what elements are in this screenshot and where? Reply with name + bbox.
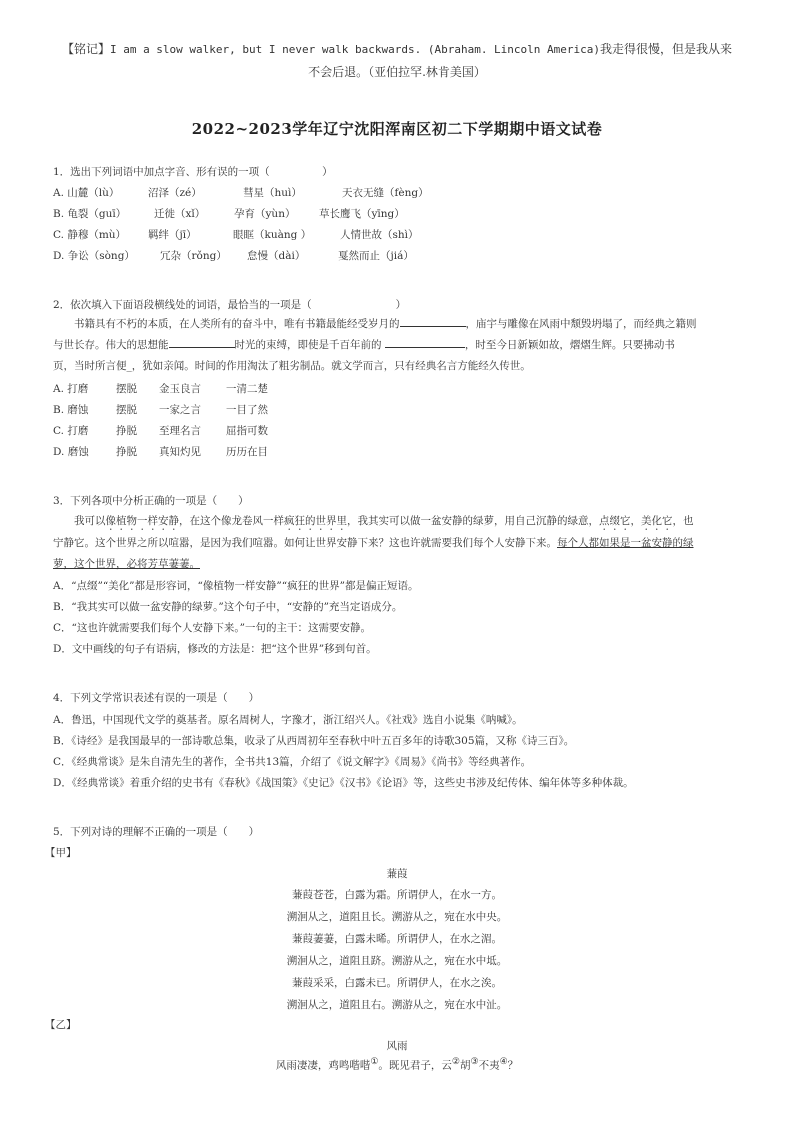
q2-option-c: C. 打磨 挣脱 至理名言 屈指可数	[53, 425, 268, 437]
q5-stem: 5．下列对诗的理解不正确的一项是（ ）	[53, 826, 260, 838]
q4-option-b: B．《诗经》是我国最早的一部诗歌总集，收录了从西周初年至春秋中叶五百多年的诗歌305篇，又称《诗三百》。	[53, 735, 575, 747]
poem-jia-line: 蒹葭采采，白露未已。所谓伊人，在水之涘。	[292, 977, 502, 989]
q1-option-b: B. 龟裂（guī） 迁徙（xǐ） 孕育（yùn） 草长鹰飞（yīng）	[53, 208, 405, 220]
poem-jia-line: 溯洄从之，道阻且跻。溯游从之，宛在水中坻。	[286, 955, 508, 967]
q3-stem: 3．下列各项中分析正确的一项是（ ）	[53, 495, 249, 507]
q2-option-a: A. 打磨 摆脱 金玉良言 一清二楚	[53, 383, 268, 395]
q2-blank-3	[385, 335, 465, 348]
q2-option-b: B. 磨蚀 摆脱 一家之言 一目了然	[53, 404, 268, 416]
poem-yi-line: 风雨凄凄，鸡鸣喈喈①。既见君子，云②胡③不夷④？	[275, 1057, 519, 1072]
q1-stem: 1．选出下列词语中加点字音、形有误的一项（ ）	[53, 166, 333, 178]
q4-option-d: D．《经典常谈》着重介绍的史书有《春秋》《战国策》《史记》《汉书》《论语》等，这些史书涉及纪传体、编年体等多种体裁。	[53, 777, 634, 789]
q5-yi-label: 【乙】	[45, 1019, 77, 1031]
q3-option-d: D．文中画线的句子有语病，修改的方法是：把“这个世界”移到句首。	[53, 643, 377, 655]
exam-title: 2022~2023学年辽宁沈阳浑南区初二下学期期中语文试卷	[191, 120, 603, 138]
q3-option-b: B．“我其实可以做一盆安静的绿萝。”这个句子中，“安静的”充当定语成分。	[53, 601, 403, 613]
poem-jia-line: 溯洄从之，道阻且右。溯游从之，宛在水中沚。	[286, 999, 508, 1011]
poem-yi-title: 风雨	[386, 1040, 408, 1052]
motto	[40, 38, 754, 83]
q2-stem: 2．依次填入下面语段横线处的词语，最恰当的一项是（ ）	[53, 299, 407, 311]
motto-chinese-2: 不会后退。（亚伯拉罕.林肯美国）	[308, 65, 486, 79]
motto-chinese-1: 我走得很慢，但是我从来	[600, 42, 733, 56]
q4-option-a: A．鲁迅，中国现代文学的奠基者。原名周树人，字豫才，浙江绍兴人。《社戏》选自小说集《呐喊》。	[53, 714, 523, 726]
motto-english: I am a slow walker, but I never walk backwards. (Abraham. Lincoln America)	[109, 43, 601, 56]
q1-option-d: D. 争讼（sòng） 冗杂（rǒng） 怠慢（dài） 戛然而止（jiá）	[53, 250, 414, 262]
q5-jia-label: 【甲】	[45, 847, 77, 859]
poem-jia-line: 蒹葭萋萋，白露未晞。所谓伊人，在水之湄。	[292, 933, 502, 945]
q1-option-a: A. 山麓（lù） 沼泽（zé） 彗星（huì） 天衣无缝（fèng）	[53, 187, 429, 199]
q3-passage: 我可以像植物一样安静，在这个像龙卷风一样疯狂的世界里，我其实可以做一盆安静的绿萝，用自己沉静的绿意，点缀它，美化它，也 宁静它。这个世界之所以喧嚣，是因为我们喧嚣。如何让世界安静下来？这也许就需要我们每个人安静下来。每个人都如果是一盆安静的绿 萝，这个世界，必将芳草萋萋。	[53, 515, 694, 570]
motto-prefix: 【铭记】	[61, 42, 110, 56]
q2-option-d: D. 磨蚀 挣脱 真知灼见 历历在目	[53, 446, 268, 458]
q2-passage: 书籍具有不朽的本质，在人类所有的奋斗中，唯有书籍最能经受岁月的 ，庙宇与雕像在风雨中颓毁坍塌了，而经典之籍则 与世长存。伟大的思想能 时光的束缚，即使是千百年前的 ，时至今日新颖如故，熠熠生辉。只要拂动书 页，当时所言便_，犹如亲闻。时间的作用淘汰了粗劣制品。就文学而言，只有经典名言方能经久传世。	[53, 314, 743, 377]
poem-jia-line: 蒹葭苍苍，白露为霜。所谓伊人，在水一方。	[292, 889, 502, 901]
q2-blank-2	[169, 335, 235, 348]
q3-underlined-sentence: 每个人都如果是一盆安静的绿	[557, 537, 694, 549]
q3-option-a: A．“点缀”“美化”都是形容词，“像植物一样安静”“疯狂的世界”都是偏正短语。	[53, 580, 419, 592]
q4-option-c: C．《经典常谈》是朱自清先生的著作，全书共13篇，介绍了《说文解字》《周易》《尚书》等经典著作。	[53, 756, 532, 768]
q4-stem: 4．下列文学常识表述有误的一项是（ ）	[53, 692, 260, 704]
poem-jia-title: 蒹葭	[386, 868, 408, 880]
q3-option-c: C．“这也许就需要我们每个人安静下来。”一句的主干：这需要安静。	[53, 622, 372, 634]
q1-option-c: C. 静穆（mù） 羁绊（jī） 眼眶（kuàng ） 人情世故（shì）	[53, 229, 419, 241]
poem-jia-line: 溯洄从之，道阻且长。溯游从之，宛在水中央。	[286, 911, 508, 923]
q2-blank-1	[400, 314, 466, 327]
